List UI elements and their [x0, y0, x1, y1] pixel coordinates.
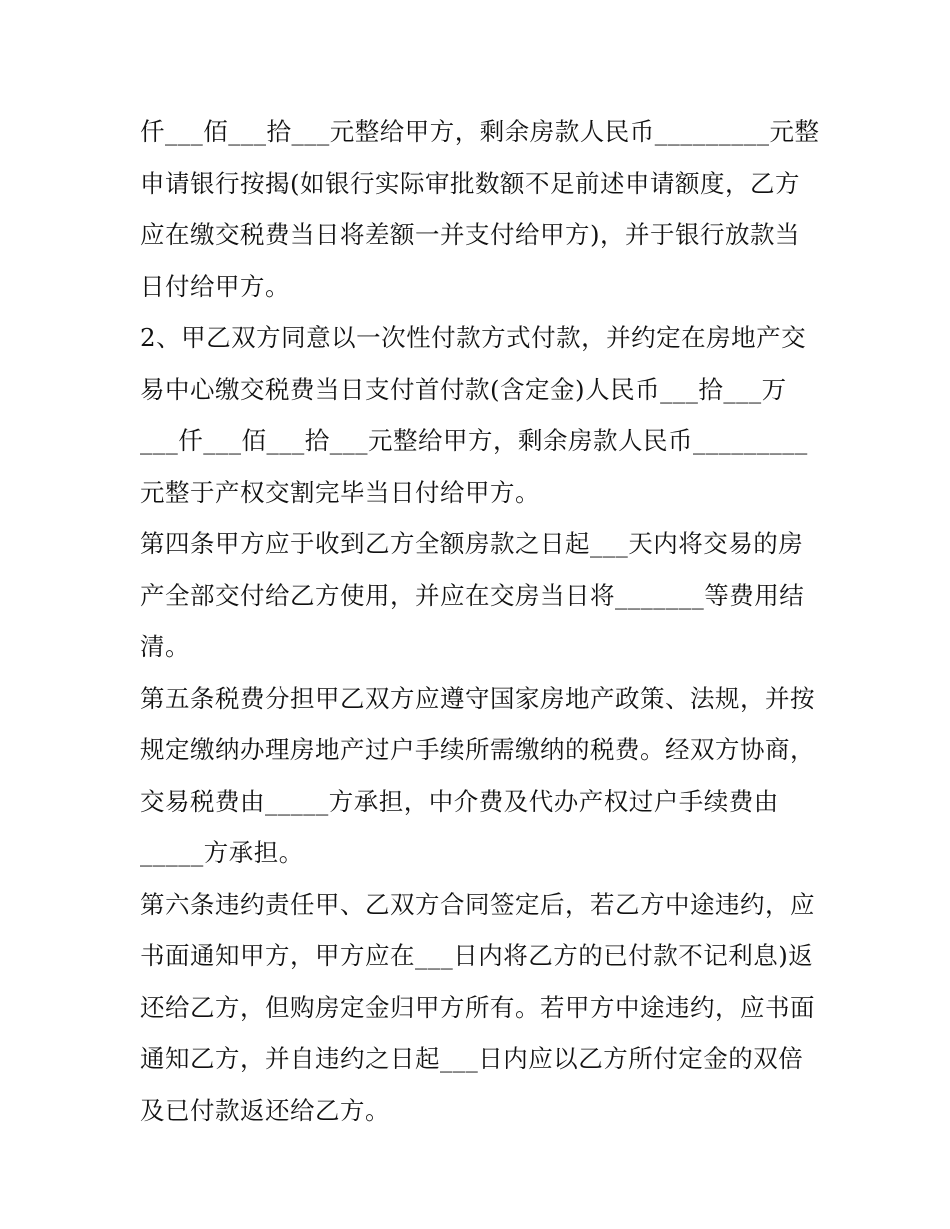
text-line: 申请银行按揭(如银行实际审批数额不足前述申请额度，乙方	[140, 168, 801, 198]
text-line: 第六条违约责任甲、乙双方合同签定后，若乙方中途违约，应	[140, 889, 815, 919]
text-line: 2、甲乙双方同意以一次性付款方式付款，并约定在房地产交	[140, 323, 807, 352]
text-line: 交易税费由_____方承担，中介费及代办产权过户手续费由	[140, 786, 779, 816]
text-line: _____方承担。	[140, 838, 304, 867]
text-line: 日付给甲方。	[140, 271, 290, 301]
text-line: 易中心缴交税费当日支付首付款(含定金)人民币___拾___万	[140, 374, 787, 404]
text-line: 应在缴交税费当日将差额一并支付给甲方)，并于银行放款当	[140, 220, 801, 249]
text-line: 通知乙方，并自违约之日起___日内应以乙方所付定金的双倍	[140, 1044, 804, 1073]
text-line: 仟___佰___拾___元整给甲方，剩余房款人民币_________元整	[140, 117, 820, 146]
text-line: 元整于产权交割完毕当日付给甲方。	[140, 477, 540, 507]
text-line: 书面通知甲方，甲方应在___日内将乙方的已付款不记利息)返	[140, 941, 814, 970]
text-line: 第四条甲方应于收到乙方全额房款之日起___天内将交易的房	[140, 529, 804, 558]
text-line: 规定缴纳办理房地产过户手续所需缴纳的税费。经双方协商，	[140, 735, 815, 764]
contract-body-text	[140, 106, 820, 1136]
text-line: 清。	[140, 632, 190, 661]
text-line: 及已付款返还给乙方。	[140, 1095, 390, 1125]
text-line: 第五条税费分担甲乙双方应遵守国家房地产政策、法规，并按	[140, 683, 815, 713]
text-line: 还给乙方，但购房定金归甲方所有。若甲方中途违约，应书面	[140, 992, 815, 1022]
text-line: ___仟___佰___拾___元整给甲方，剩余房款人民币_________	[140, 426, 808, 455]
text-line: 产全部交付给乙方使用，并应在交房当日将_______等费用结	[140, 580, 805, 610]
